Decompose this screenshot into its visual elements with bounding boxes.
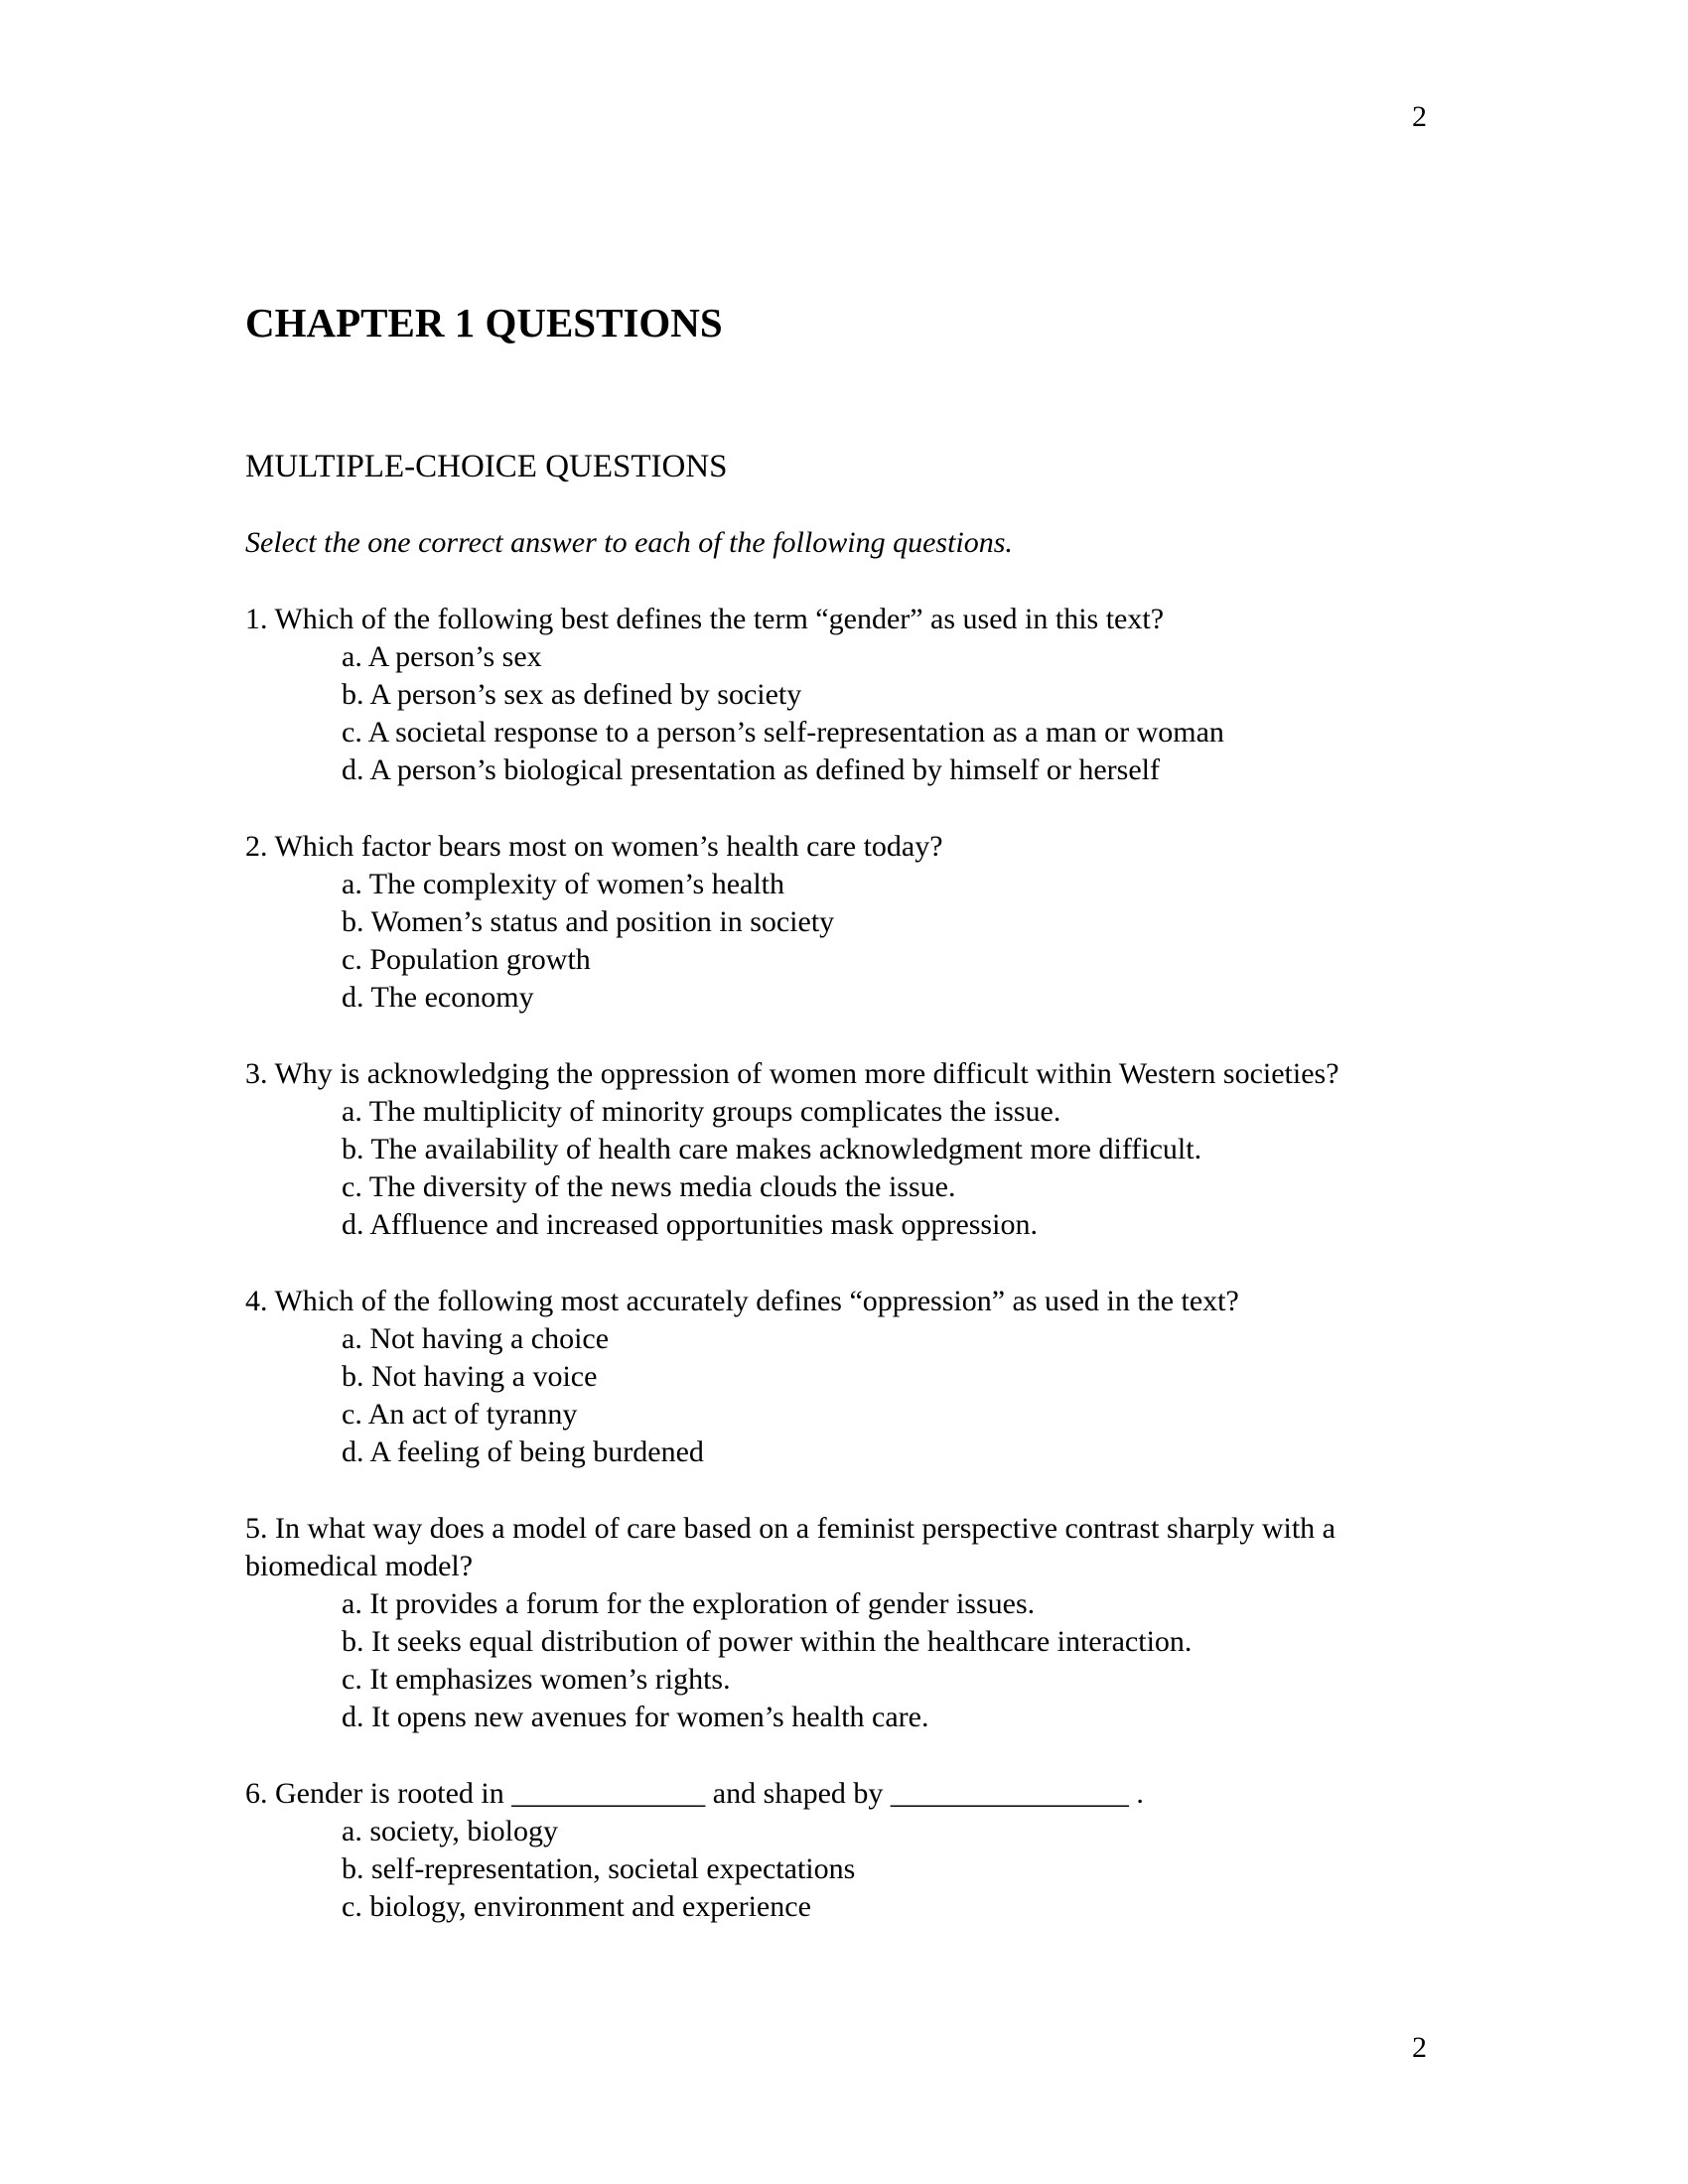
question-stem: 2. Which factor bears most on women’s health care today?: [245, 830, 943, 863]
option-b: b. The availability of health care makes acknowledgment more difficult.: [342, 1133, 1202, 1165]
page-number-top: 2: [1412, 100, 1427, 133]
option-c: c. The diversity of the news media clouds the issue.: [342, 1170, 956, 1203]
question-stem: 5. In what way does a model of care based on a feminist perspective contrast sharply with a biomedical model?: [245, 1512, 1336, 1582]
option-c: c. A societal response to a person’s self-representation as a man or woman: [342, 716, 1224, 749]
option-b: b. Women’s status and position in society: [342, 905, 835, 938]
question-1: [245, 601, 1437, 789]
option-d: d. It opens new avenues for women’s health care.: [342, 1701, 929, 1733]
option-b: b. It seeks equal distribution of power within the healthcare interaction.: [342, 1625, 1193, 1658]
option-c: c. Population growth: [342, 943, 591, 976]
question-6: [245, 1775, 1437, 1926]
option-c: c. An act of tyranny: [342, 1398, 578, 1431]
question-stem: 6. Gender is rooted in _____________ and shaped by ________________ .: [245, 1777, 1144, 1810]
option-b: b. Not having a voice: [342, 1360, 598, 1393]
question-stem: 4. Which of the following most accurately defines “oppression” as used in the text?: [245, 1285, 1239, 1317]
instructions: Select the one correct answer to each of the following questions.: [245, 526, 1013, 559]
option-d: d. Affluence and increased opportunities mask oppression.: [342, 1208, 1038, 1241]
question-3: [245, 1055, 1437, 1244]
option-a: a. The multiplicity of minority groups complicates the issue.: [342, 1095, 1061, 1128]
question-5: [245, 1510, 1437, 1736]
option-b: b. self-representation, societal expectations: [342, 1852, 856, 1885]
question-list: [245, 601, 1437, 1965]
option-c: c. biology, environment and experience: [342, 1890, 811, 1923]
option-d: d. The economy: [342, 981, 534, 1014]
option-a: a. Not having a choice: [342, 1322, 610, 1355]
option-d: d. A person’s biological presentation as defined by himself or herself: [342, 753, 1160, 786]
page-number-bottom: 2: [1412, 2031, 1427, 2064]
option-c: c. It emphasizes women’s rights.: [342, 1663, 731, 1696]
question-4: [245, 1283, 1437, 1471]
question-stem: 3. Why is acknowledging the oppression of women more difficult within Western societies?: [245, 1057, 1339, 1090]
section-heading: MULTIPLE-CHOICE QUESTIONS: [245, 449, 728, 484]
option-a: a. A person’s sex: [342, 640, 542, 673]
chapter-title: CHAPTER 1 QUESTIONS: [245, 300, 723, 345]
question-stem: 1. Which of the following best defines the term “gender” as used in this text?: [245, 603, 1165, 635]
option-d: d. A feeling of being burdened: [342, 1435, 704, 1468]
option-b: b. A person’s sex as defined by society: [342, 678, 802, 711]
option-a: a. society, biology: [342, 1815, 559, 1847]
option-a: a. The complexity of women’s health: [342, 868, 785, 900]
option-a: a. It provides a forum for the exploration of gender issues.: [342, 1587, 1036, 1620]
question-2: [245, 828, 1437, 1017]
